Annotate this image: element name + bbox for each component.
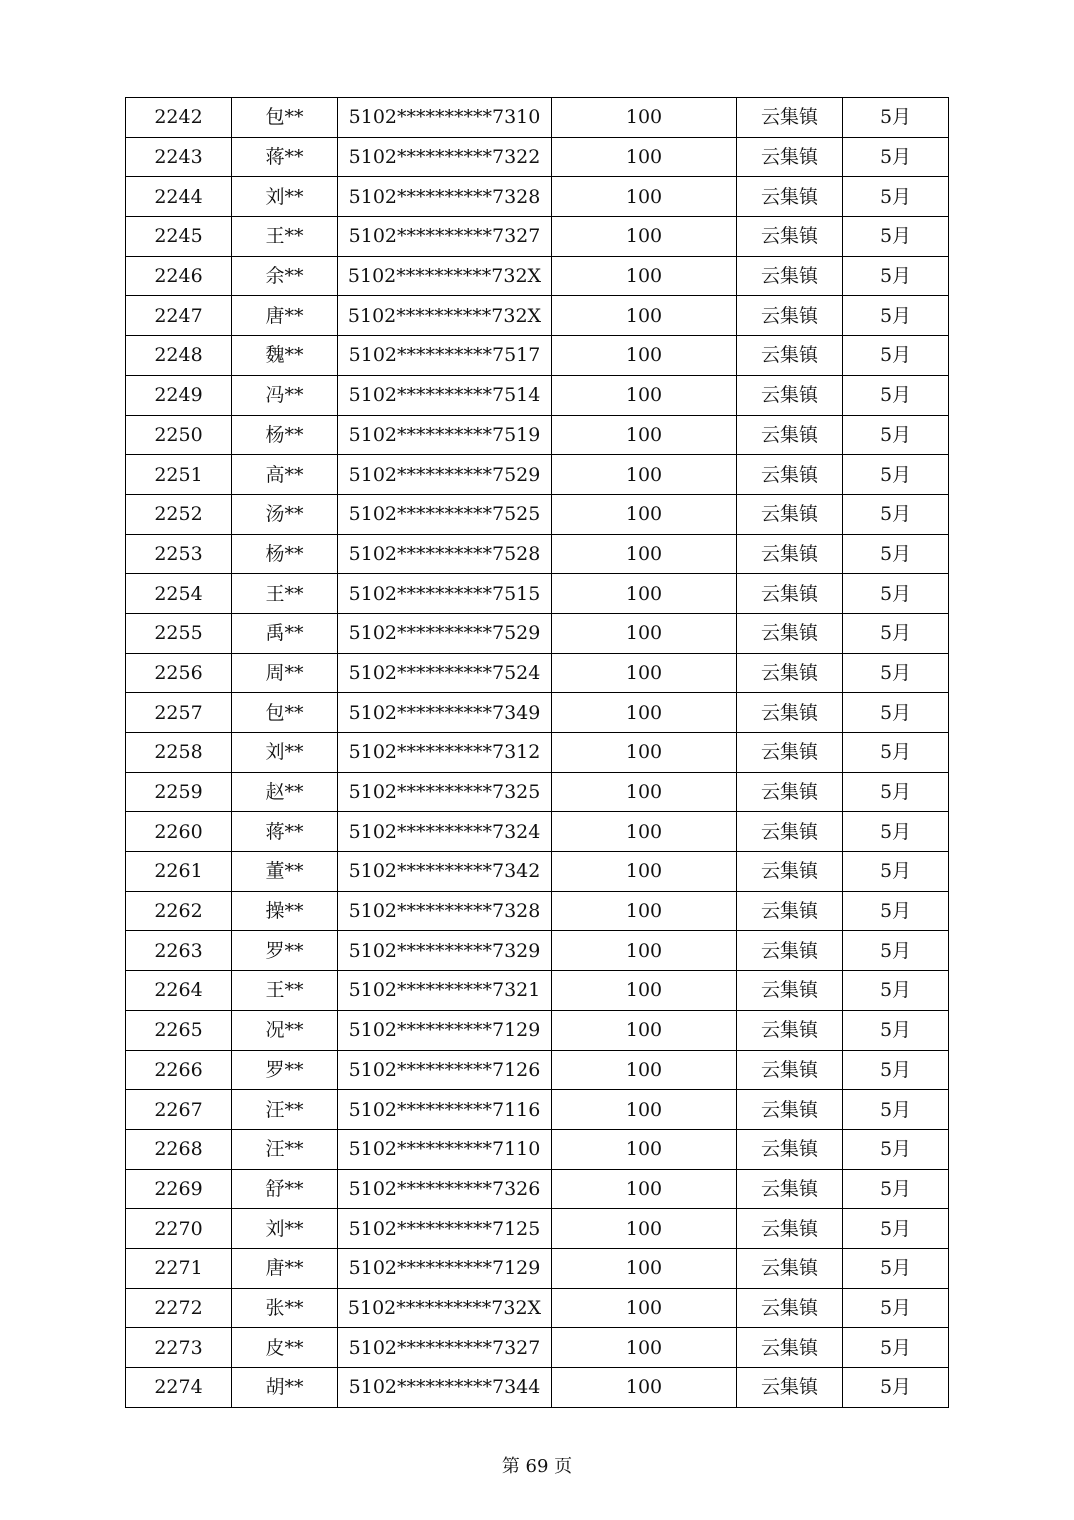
table-row bbox=[126, 1169, 949, 1209]
table-row bbox=[126, 1090, 949, 1130]
name-cell: 王** bbox=[232, 574, 338, 614]
id-number-cell: 5102**********7328 bbox=[338, 177, 552, 217]
id-number-cell: 5102**********732X bbox=[338, 1288, 552, 1328]
town-cell: 云集镇 bbox=[737, 455, 843, 495]
serial-number-cell: 2267 bbox=[126, 1090, 232, 1130]
month-cell: 5月 bbox=[843, 1328, 949, 1368]
table-row bbox=[126, 574, 949, 614]
town-cell: 云集镇 bbox=[737, 1328, 843, 1368]
serial-number-cell: 2247 bbox=[126, 296, 232, 336]
table-row bbox=[126, 772, 949, 812]
town-cell: 云集镇 bbox=[737, 1129, 843, 1169]
id-number-cell: 5102**********7524 bbox=[338, 653, 552, 693]
id-number-cell: 5102**********7312 bbox=[338, 733, 552, 773]
id-number-cell: 5102**********7325 bbox=[338, 772, 552, 812]
table-row bbox=[126, 1129, 949, 1169]
month-cell: 5月 bbox=[843, 296, 949, 336]
name-cell: 刘** bbox=[232, 177, 338, 217]
id-number-cell: 5102**********7517 bbox=[338, 336, 552, 376]
id-number-cell: 5102**********732X bbox=[338, 256, 552, 296]
town-cell: 云集镇 bbox=[737, 494, 843, 534]
amount-cell: 100 bbox=[552, 137, 737, 177]
serial-number-cell: 2269 bbox=[126, 1169, 232, 1209]
name-cell: 唐** bbox=[232, 1248, 338, 1288]
id-number-cell: 5102**********7322 bbox=[338, 137, 552, 177]
month-cell: 5月 bbox=[843, 98, 949, 138]
table-row bbox=[126, 1050, 949, 1090]
table-row bbox=[126, 693, 949, 733]
name-cell: 禹** bbox=[232, 613, 338, 653]
id-number-cell: 5102**********7324 bbox=[338, 812, 552, 852]
id-number-cell: 5102**********7116 bbox=[338, 1090, 552, 1130]
table-row bbox=[126, 256, 949, 296]
name-cell: 王** bbox=[232, 971, 338, 1011]
amount-cell: 100 bbox=[552, 296, 737, 336]
month-cell: 5月 bbox=[843, 375, 949, 415]
town-cell: 云集镇 bbox=[737, 971, 843, 1011]
town-cell: 云集镇 bbox=[737, 1209, 843, 1249]
amount-cell: 100 bbox=[552, 256, 737, 296]
amount-cell: 100 bbox=[552, 613, 737, 653]
table-row bbox=[126, 177, 949, 217]
id-number-cell: 5102**********7344 bbox=[338, 1368, 552, 1408]
id-number-cell: 5102**********7514 bbox=[338, 375, 552, 415]
name-cell: 周** bbox=[232, 653, 338, 693]
id-number-cell: 5102**********7525 bbox=[338, 494, 552, 534]
month-cell: 5月 bbox=[843, 812, 949, 852]
amount-cell: 100 bbox=[552, 1169, 737, 1209]
serial-number-cell: 2257 bbox=[126, 693, 232, 733]
name-cell: 高** bbox=[232, 455, 338, 495]
table-row bbox=[126, 733, 949, 773]
id-number-cell: 5102**********7349 bbox=[338, 693, 552, 733]
month-cell: 5月 bbox=[843, 534, 949, 574]
serial-number-cell: 2252 bbox=[126, 494, 232, 534]
town-cell: 云集镇 bbox=[737, 1010, 843, 1050]
town-cell: 云集镇 bbox=[737, 336, 843, 376]
table-row bbox=[126, 891, 949, 931]
id-number-cell: 5102**********7110 bbox=[338, 1129, 552, 1169]
table-row bbox=[126, 336, 949, 376]
month-cell: 5月 bbox=[843, 336, 949, 376]
amount-cell: 100 bbox=[552, 931, 737, 971]
amount-cell: 100 bbox=[552, 494, 737, 534]
name-cell: 刘** bbox=[232, 733, 338, 773]
serial-number-cell: 2273 bbox=[126, 1328, 232, 1368]
amount-cell: 100 bbox=[552, 693, 737, 733]
town-cell: 云集镇 bbox=[737, 375, 843, 415]
town-cell: 云集镇 bbox=[737, 1368, 843, 1408]
id-number-cell: 5102**********7528 bbox=[338, 534, 552, 574]
table-row bbox=[126, 137, 949, 177]
serial-number-cell: 2263 bbox=[126, 931, 232, 971]
name-cell: 杨** bbox=[232, 415, 338, 455]
amount-cell: 100 bbox=[552, 812, 737, 852]
amount-cell: 100 bbox=[552, 1248, 737, 1288]
town-cell: 云集镇 bbox=[737, 296, 843, 336]
table-row bbox=[126, 375, 949, 415]
amount-cell: 100 bbox=[552, 852, 737, 892]
table-row bbox=[126, 1288, 949, 1328]
amount-cell: 100 bbox=[552, 375, 737, 415]
amount-cell: 100 bbox=[552, 1090, 737, 1130]
town-cell: 云集镇 bbox=[737, 693, 843, 733]
month-cell: 5月 bbox=[843, 1050, 949, 1090]
serial-number-cell: 2271 bbox=[126, 1248, 232, 1288]
month-cell: 5月 bbox=[843, 852, 949, 892]
month-cell: 5月 bbox=[843, 971, 949, 1011]
town-cell: 云集镇 bbox=[737, 177, 843, 217]
table-row bbox=[126, 1248, 949, 1288]
name-cell: 汪** bbox=[232, 1129, 338, 1169]
amount-cell: 100 bbox=[552, 98, 737, 138]
table-row bbox=[126, 653, 949, 693]
month-cell: 5月 bbox=[843, 1209, 949, 1249]
amount-cell: 100 bbox=[552, 574, 737, 614]
id-number-cell: 5102**********7342 bbox=[338, 852, 552, 892]
serial-number-cell: 2258 bbox=[126, 733, 232, 773]
name-cell: 唐** bbox=[232, 296, 338, 336]
month-cell: 5月 bbox=[843, 1129, 949, 1169]
town-cell: 云集镇 bbox=[737, 931, 843, 971]
town-cell: 云集镇 bbox=[737, 534, 843, 574]
id-number-cell: 5102**********7327 bbox=[338, 1328, 552, 1368]
town-cell: 云集镇 bbox=[737, 852, 843, 892]
table-row bbox=[126, 1209, 949, 1249]
town-cell: 云集镇 bbox=[737, 653, 843, 693]
town-cell: 云集镇 bbox=[737, 217, 843, 257]
month-cell: 5月 bbox=[843, 1248, 949, 1288]
town-cell: 云集镇 bbox=[737, 256, 843, 296]
id-number-cell: 5102**********7519 bbox=[338, 415, 552, 455]
serial-number-cell: 2265 bbox=[126, 1010, 232, 1050]
town-cell: 云集镇 bbox=[737, 891, 843, 931]
name-cell: 舒** bbox=[232, 1169, 338, 1209]
amount-cell: 100 bbox=[552, 733, 737, 773]
month-cell: 5月 bbox=[843, 494, 949, 534]
amount-cell: 100 bbox=[552, 1288, 737, 1328]
table-row bbox=[126, 494, 949, 534]
month-cell: 5月 bbox=[843, 256, 949, 296]
id-number-cell: 5102**********7329 bbox=[338, 931, 552, 971]
table-row bbox=[126, 812, 949, 852]
name-cell: 罗** bbox=[232, 931, 338, 971]
name-cell: 余** bbox=[232, 256, 338, 296]
month-cell: 5月 bbox=[843, 1288, 949, 1328]
serial-number-cell: 2251 bbox=[126, 455, 232, 495]
amount-cell: 100 bbox=[552, 177, 737, 217]
id-number-cell: 5102**********7529 bbox=[338, 613, 552, 653]
month-cell: 5月 bbox=[843, 891, 949, 931]
id-number-cell: 5102**********7515 bbox=[338, 574, 552, 614]
name-cell: 董** bbox=[232, 852, 338, 892]
id-number-cell: 5102**********7321 bbox=[338, 971, 552, 1011]
name-cell: 魏** bbox=[232, 336, 338, 376]
amount-cell: 100 bbox=[552, 455, 737, 495]
name-cell: 皮** bbox=[232, 1328, 338, 1368]
table-row bbox=[126, 852, 949, 892]
records-table-body bbox=[126, 98, 949, 1408]
serial-number-cell: 2274 bbox=[126, 1368, 232, 1408]
town-cell: 云集镇 bbox=[737, 812, 843, 852]
id-number-cell: 5102**********7129 bbox=[338, 1010, 552, 1050]
town-cell: 云集镇 bbox=[737, 98, 843, 138]
month-cell: 5月 bbox=[843, 217, 949, 257]
id-number-cell: 5102**********7129 bbox=[338, 1248, 552, 1288]
table-row bbox=[126, 613, 949, 653]
amount-cell: 100 bbox=[552, 1328, 737, 1368]
table-row bbox=[126, 296, 949, 336]
name-cell: 操** bbox=[232, 891, 338, 931]
amount-cell: 100 bbox=[552, 891, 737, 931]
serial-number-cell: 2262 bbox=[126, 891, 232, 931]
serial-number-cell: 2249 bbox=[126, 375, 232, 415]
month-cell: 5月 bbox=[843, 931, 949, 971]
table-row bbox=[126, 971, 949, 1011]
amount-cell: 100 bbox=[552, 217, 737, 257]
table-row bbox=[126, 1328, 949, 1368]
id-number-cell: 5102**********7328 bbox=[338, 891, 552, 931]
serial-number-cell: 2244 bbox=[126, 177, 232, 217]
table-row bbox=[126, 217, 949, 257]
serial-number-cell: 2248 bbox=[126, 336, 232, 376]
table-row bbox=[126, 455, 949, 495]
month-cell: 5月 bbox=[843, 1169, 949, 1209]
amount-cell: 100 bbox=[552, 1368, 737, 1408]
amount-cell: 100 bbox=[552, 653, 737, 693]
table-row bbox=[126, 415, 949, 455]
month-cell: 5月 bbox=[843, 1368, 949, 1408]
amount-cell: 100 bbox=[552, 1129, 737, 1169]
id-number-cell: 5102**********7326 bbox=[338, 1169, 552, 1209]
month-cell: 5月 bbox=[843, 1010, 949, 1050]
serial-number-cell: 2254 bbox=[126, 574, 232, 614]
name-cell: 王** bbox=[232, 217, 338, 257]
month-cell: 5月 bbox=[843, 574, 949, 614]
town-cell: 云集镇 bbox=[737, 613, 843, 653]
serial-number-cell: 2245 bbox=[126, 217, 232, 257]
month-cell: 5月 bbox=[843, 137, 949, 177]
name-cell: 刘** bbox=[232, 1209, 338, 1249]
amount-cell: 100 bbox=[552, 336, 737, 376]
serial-number-cell: 2253 bbox=[126, 534, 232, 574]
name-cell: 蒋** bbox=[232, 137, 338, 177]
month-cell: 5月 bbox=[843, 693, 949, 733]
town-cell: 云集镇 bbox=[737, 1050, 843, 1090]
name-cell: 赵** bbox=[232, 772, 338, 812]
table-row bbox=[126, 1368, 949, 1408]
town-cell: 云集镇 bbox=[737, 1248, 843, 1288]
serial-number-cell: 2264 bbox=[126, 971, 232, 1011]
name-cell: 罗** bbox=[232, 1050, 338, 1090]
id-number-cell: 5102**********732X bbox=[338, 296, 552, 336]
town-cell: 云集镇 bbox=[737, 574, 843, 614]
serial-number-cell: 2268 bbox=[126, 1129, 232, 1169]
amount-cell: 100 bbox=[552, 772, 737, 812]
amount-cell: 100 bbox=[552, 1209, 737, 1249]
town-cell: 云集镇 bbox=[737, 733, 843, 773]
page-number: 第 69 页 bbox=[501, 1456, 573, 1477]
serial-number-cell: 2260 bbox=[126, 812, 232, 852]
town-cell: 云集镇 bbox=[737, 772, 843, 812]
records-table bbox=[125, 97, 949, 1408]
month-cell: 5月 bbox=[843, 1090, 949, 1130]
name-cell: 杨** bbox=[232, 534, 338, 574]
town-cell: 云集镇 bbox=[737, 1288, 843, 1328]
name-cell: 况** bbox=[232, 1010, 338, 1050]
serial-number-cell: 2256 bbox=[126, 653, 232, 693]
name-cell: 张** bbox=[232, 1288, 338, 1328]
name-cell: 胡** bbox=[232, 1368, 338, 1408]
table-row bbox=[126, 98, 949, 138]
amount-cell: 100 bbox=[552, 1010, 737, 1050]
month-cell: 5月 bbox=[843, 177, 949, 217]
month-cell: 5月 bbox=[843, 415, 949, 455]
serial-number-cell: 2259 bbox=[126, 772, 232, 812]
month-cell: 5月 bbox=[843, 455, 949, 495]
name-cell: 汤** bbox=[232, 494, 338, 534]
amount-cell: 100 bbox=[552, 971, 737, 1011]
amount-cell: 100 bbox=[552, 1050, 737, 1090]
month-cell: 5月 bbox=[843, 733, 949, 773]
name-cell: 冯** bbox=[232, 375, 338, 415]
table-row bbox=[126, 931, 949, 971]
serial-number-cell: 2266 bbox=[126, 1050, 232, 1090]
serial-number-cell: 2255 bbox=[126, 613, 232, 653]
amount-cell: 100 bbox=[552, 415, 737, 455]
name-cell: 蒋** bbox=[232, 812, 338, 852]
town-cell: 云集镇 bbox=[737, 1090, 843, 1130]
serial-number-cell: 2243 bbox=[126, 137, 232, 177]
name-cell: 汪** bbox=[232, 1090, 338, 1130]
serial-number-cell: 2242 bbox=[126, 98, 232, 138]
table-row bbox=[126, 534, 949, 574]
id-number-cell: 5102**********7125 bbox=[338, 1209, 552, 1249]
town-cell: 云集镇 bbox=[737, 137, 843, 177]
id-number-cell: 5102**********7126 bbox=[338, 1050, 552, 1090]
serial-number-cell: 2270 bbox=[126, 1209, 232, 1249]
town-cell: 云集镇 bbox=[737, 415, 843, 455]
serial-number-cell: 2250 bbox=[126, 415, 232, 455]
amount-cell: 100 bbox=[552, 534, 737, 574]
serial-number-cell: 2272 bbox=[126, 1288, 232, 1328]
month-cell: 5月 bbox=[843, 653, 949, 693]
name-cell: 包** bbox=[232, 98, 338, 138]
town-cell: 云集镇 bbox=[737, 1169, 843, 1209]
id-number-cell: 5102**********7310 bbox=[338, 98, 552, 138]
serial-number-cell: 2261 bbox=[126, 852, 232, 892]
id-number-cell: 5102**********7529 bbox=[338, 455, 552, 495]
table-row bbox=[126, 1010, 949, 1050]
serial-number-cell: 2246 bbox=[126, 256, 232, 296]
id-number-cell: 5102**********7327 bbox=[338, 217, 552, 257]
name-cell: 包** bbox=[232, 693, 338, 733]
month-cell: 5月 bbox=[843, 613, 949, 653]
month-cell: 5月 bbox=[843, 772, 949, 812]
